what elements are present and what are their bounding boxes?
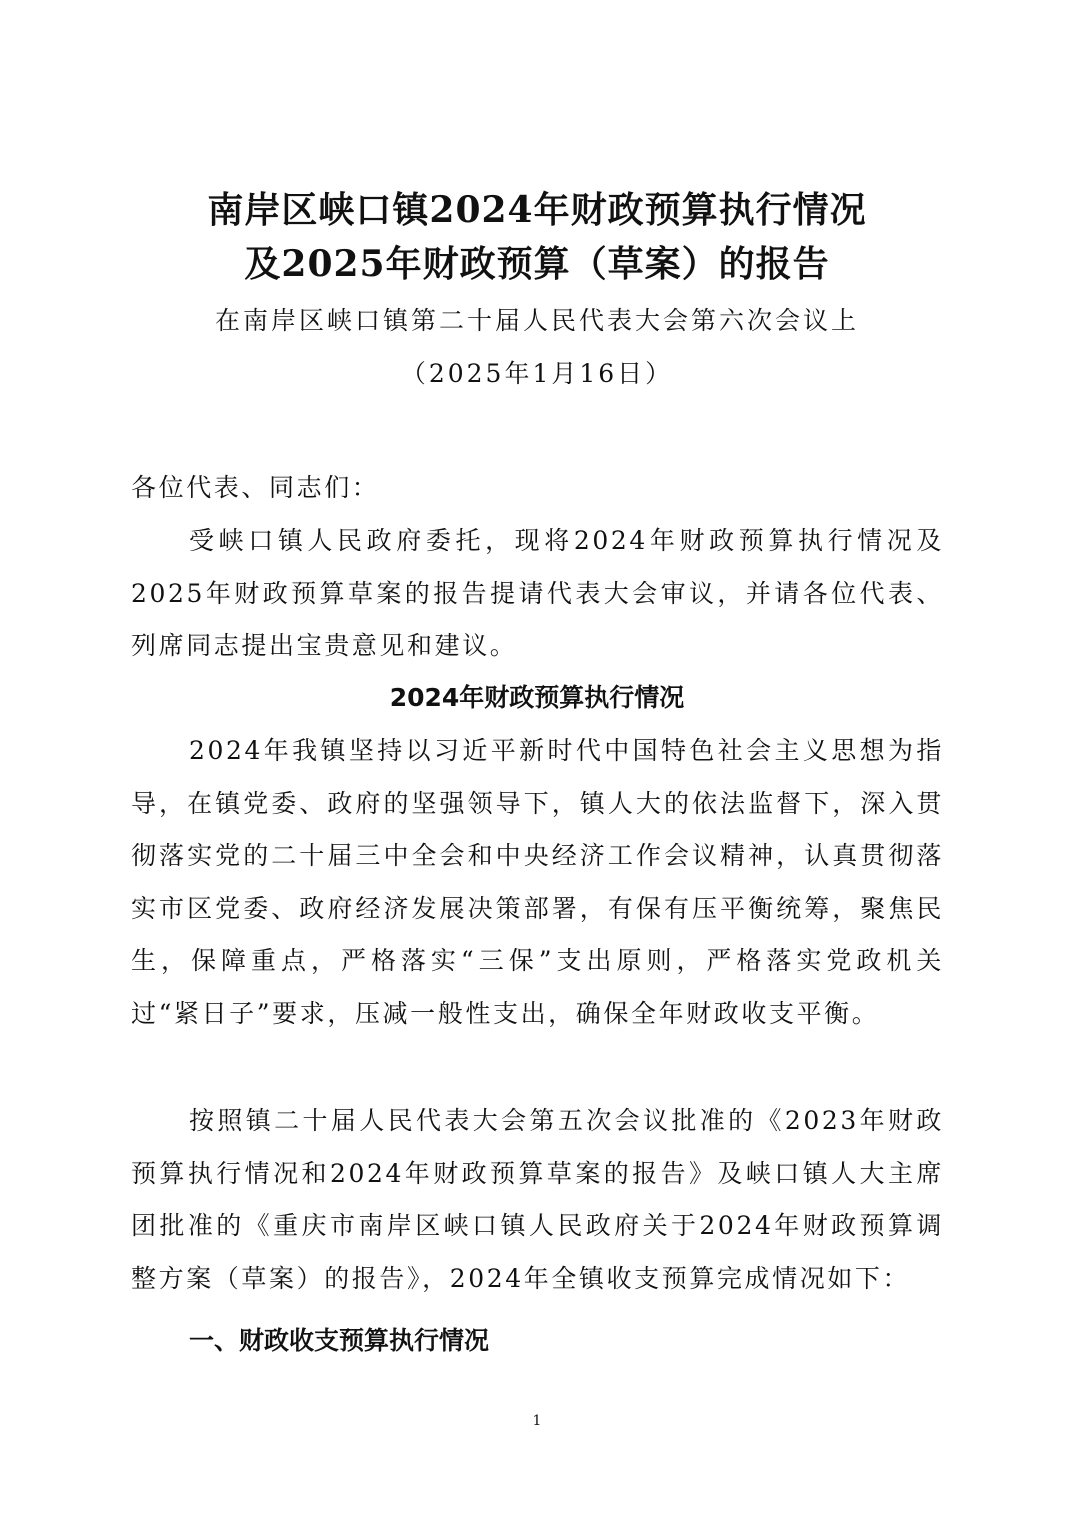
paragraph-intro: 受峡口镇人民政府委托，现将2024年财政预算执行情况及2025年财政预算草案的报告提请代表大会审议，并请各位代表、列席同志提出宝贵意见和建议。 xyxy=(131,526,944,660)
report-title-line-1: 南岸区峡口镇2024年财政预算执行情况 xyxy=(207,189,867,231)
report-date: （2025年1月16日） xyxy=(400,359,674,388)
subheading-revenue-expenditure: 一、财政收支预算执行情况 xyxy=(189,1326,490,1355)
report-title-line-2: 及2025年财政预算（草案）的报告 xyxy=(244,243,830,285)
meeting-subtitle: 在南岸区峡口镇第二十届人民代表大会第六次会议上 xyxy=(214,306,859,335)
section-heading: 2024年财政预算执行情况 xyxy=(389,683,685,712)
page-number: 1 xyxy=(532,1413,542,1429)
paragraph-basis: 按照镇二十届人民代表大会第五次会议批准的《2023年财政预算执行情况和2024年财政预算草案的报告》及峡口镇人大主席团批准的《重庆市南岸区峡口镇人民政府关于2024年财政预算调整方案（草案）的报告》，2024年全镇收支预算完成情况如下： xyxy=(131,1106,944,1293)
salutation: 各位代表、同志们： xyxy=(131,473,380,502)
paragraph-overview: 2024年我镇坚持以习近平新时代中国特色社会主义思想为指导，在镇党委、政府的坚强领导下，镇人大的依法监督下，深入贯彻落实党的二十届三中全会和中央经济工作会议精神，认真贯彻落实市区党委、政府经济发展决策部署，有保有压平衡统筹，聚焦民生，保障重点，严格落实“三保”支出原则，严格落实党政机关过“紧日子”要求，压减一般性支出，确保全年财政收支平衡。 xyxy=(131,736,944,1028)
